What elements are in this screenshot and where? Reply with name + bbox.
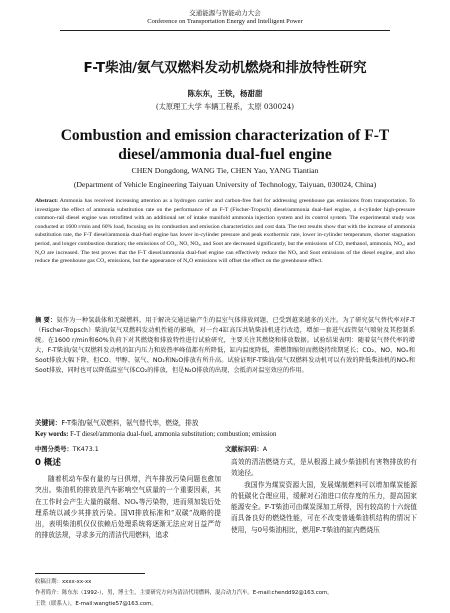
- abstract-cn-text: 氨作为一种氢载体和无碳燃料，用于解决交通运输产生的温室气体排放问题，已受到越来越多的关注。为了研究氨气替代率对F-T（Fischer-Tropsch）柴油/氨气双燃料发动机性能的影响，对一台4缸高压共轨柴油机进行改造，增加一套进气歧管氨气喷射及其控制系统。在1600 r/min和60%负荷下对其燃烧和排放特性进行试验研究，主要关注其燃烧和排放数据。试验结果表明：随着氨气替代率的增大，F-T柴油/氨气双燃料发动机的缸内压力和放热率峰值都有所降低，缸内温度降低，滞燃期缩短而燃烧持续期延长；CO₂、NO、NOₓ和Soot排放大幅下降，但CO、甲醇、氨气、NO₂和N₂O排放有所升高。试验证明F-T柴油/氨气双燃料发动机可以有效的降低柴油机的NOₓ和Soot排放，同时也可以降低温室气体CO₂的排放，但是N₂O排放的出现，会抵消对温室效应的作用。: [35, 317, 416, 375]
- section-heading: 0 概述: [35, 458, 61, 468]
- keywords-cn-text: F-T柴油/氨气双燃料，氨气替代率，燃烧，排放: [61, 419, 199, 427]
- abstract-cn-label: 摘 要：: [35, 317, 57, 324]
- keywords-en: [35, 431, 415, 438]
- footnote-received: 收稿日期：xxxx-xx-xx: [35, 579, 92, 585]
- keywords-en-label: Key words:: [35, 431, 69, 438]
- body-paragraph-continued: 高效的清洁燃烧方式，是从根源上减少柴油机有害物排放的有效途径。: [231, 458, 417, 478]
- authors-cn: 陈东东，王铁，杨甜甜: [187, 89, 263, 98]
- body-paragraph: 我国作为煤炭资源大国，发展煤制燃料可以增加煤炭能源的低碳化合理应用，缓解对石油进口依存度的压力，提高国家能源安全。F-T柴油可由煤炭深加工所得，因有较高的十六烷值而具备良好的燃烧性能，可在不改变普通柴油机结构的情况下使用，与0号柴油相比，燃用F-T柴油的缸内燃烧压: [231, 480, 417, 534]
- abstract-en: [35, 197, 415, 266]
- doc-value: A: [262, 446, 268, 453]
- abstract-en-label: Abstract:: [35, 198, 59, 204]
- keywords-en-text: F-T diesel/ammonia dual-fuel, ammonia substitution; combustion; emission: [70, 431, 277, 438]
- footnote-author-bio: 作者简介：陈东东（1992-），男，博士生，主要研究方向为清洁代用燃料，混合动力汽车。E-mail:chendd92@163.com。: [35, 590, 333, 596]
- clc-label: 中图分类号：: [35, 446, 73, 453]
- conference-header-en: Conference on Transportation Energy and Intelligent Power: [147, 18, 303, 25]
- authors-en: CHEN Dongdong, WANG Tie, CHEN Yao, YANG Tiantian: [131, 166, 319, 175]
- body-column-left: [35, 457, 221, 542]
- affiliation-cn: (太原理工大学 车辆工程系，太原 030024): [155, 102, 295, 111]
- doc-code: [225, 446, 267, 453]
- abstract-cn: [35, 316, 415, 377]
- conference-header-cn: 交通能源与智能动力大会: [189, 9, 261, 17]
- title-cn: F-T柴油/氨气双燃料发动机燃烧和排放特性研究: [83, 60, 367, 76]
- footnote-corresponding: 王铁（联系人），E-mail:wangtie57@163.com。: [35, 601, 157, 607]
- abstract-en-text: Ammonia has received increasing attention as a hydrogen carrier and carbon-free fuel for addressing greenhouse gas emissions from transportation. To investigate the effect of ammonia substitution rate on the performance of an F-T (Fischer-Tropsch) diesel/ammonia dual-fuel engine, a 4-cylinder high-pressure common-rail diesel engine was retrofitted with an additional set of intake manifold ammonia injection system and its control system. The experimental study was conducted at 1600 r/min and 60% load, focusing on its combustion and emission characteristics and cost data. The test results show that with the increase of ammonia substitution rate, the F-T diesel/ammonia dual-fuel engine has lower in-cylinder pressure and peak exothermic rate, lower in-cylinder temperature, shorter stagnation period, and longer combustion duration; the emissions of CO₂, NO, NOₓ, and Soot are decreased significantly, but the emissions of CO, methanol, ammonia, NO₂, and N₂O are increased. The test proves that the F-T diesel/ammonia dual-fuel engine can effectively reduce the NOₓ and Soot emissions of the diesel engine, and also reduce the greenhouse gas CO₂ emissions, but the appearance of N₂O emissions will offset the effect on the greenhouse effect.: [35, 198, 415, 265]
- clc-value: TK473.1: [72, 446, 99, 453]
- classification-line: [35, 444, 415, 453]
- header-rule: [60, 30, 390, 31]
- body-column-right: [231, 457, 417, 536]
- affiliation-en: (Department of Vehicle Engineering Taiyuan University of Technology, Taiyuan, 030024, China): [73, 180, 377, 189]
- body-paragraph: 随着机动车保有量的与日俱增，汽车排放污染问题也愈加突出。柴油机的排放是汽车影响空气质量的一个重要因素，其在工作时会产生大量的碳烟、NOₓ等污染物，进而须加装后处理系统以减少其排放污染。国Ⅵ排放标准和“双碳”战略的提出，表明柴油机仅仅依赖后处理系统将逐渐无法应对日益严苛的排放法规，寻求多元的清洁代用燃料，追求: [35, 475, 221, 540]
- keywords-cn-label: 关键词：: [35, 419, 62, 427]
- keywords-cn: [35, 417, 415, 427]
- title-en: Combustion and emission characterization of F-T diesel/ammonia dual-fuel engine: [60, 127, 390, 163]
- footnote-rule: [35, 573, 145, 574]
- clc-code: [35, 444, 225, 453]
- doc-label: 文献标识码：: [225, 446, 263, 453]
